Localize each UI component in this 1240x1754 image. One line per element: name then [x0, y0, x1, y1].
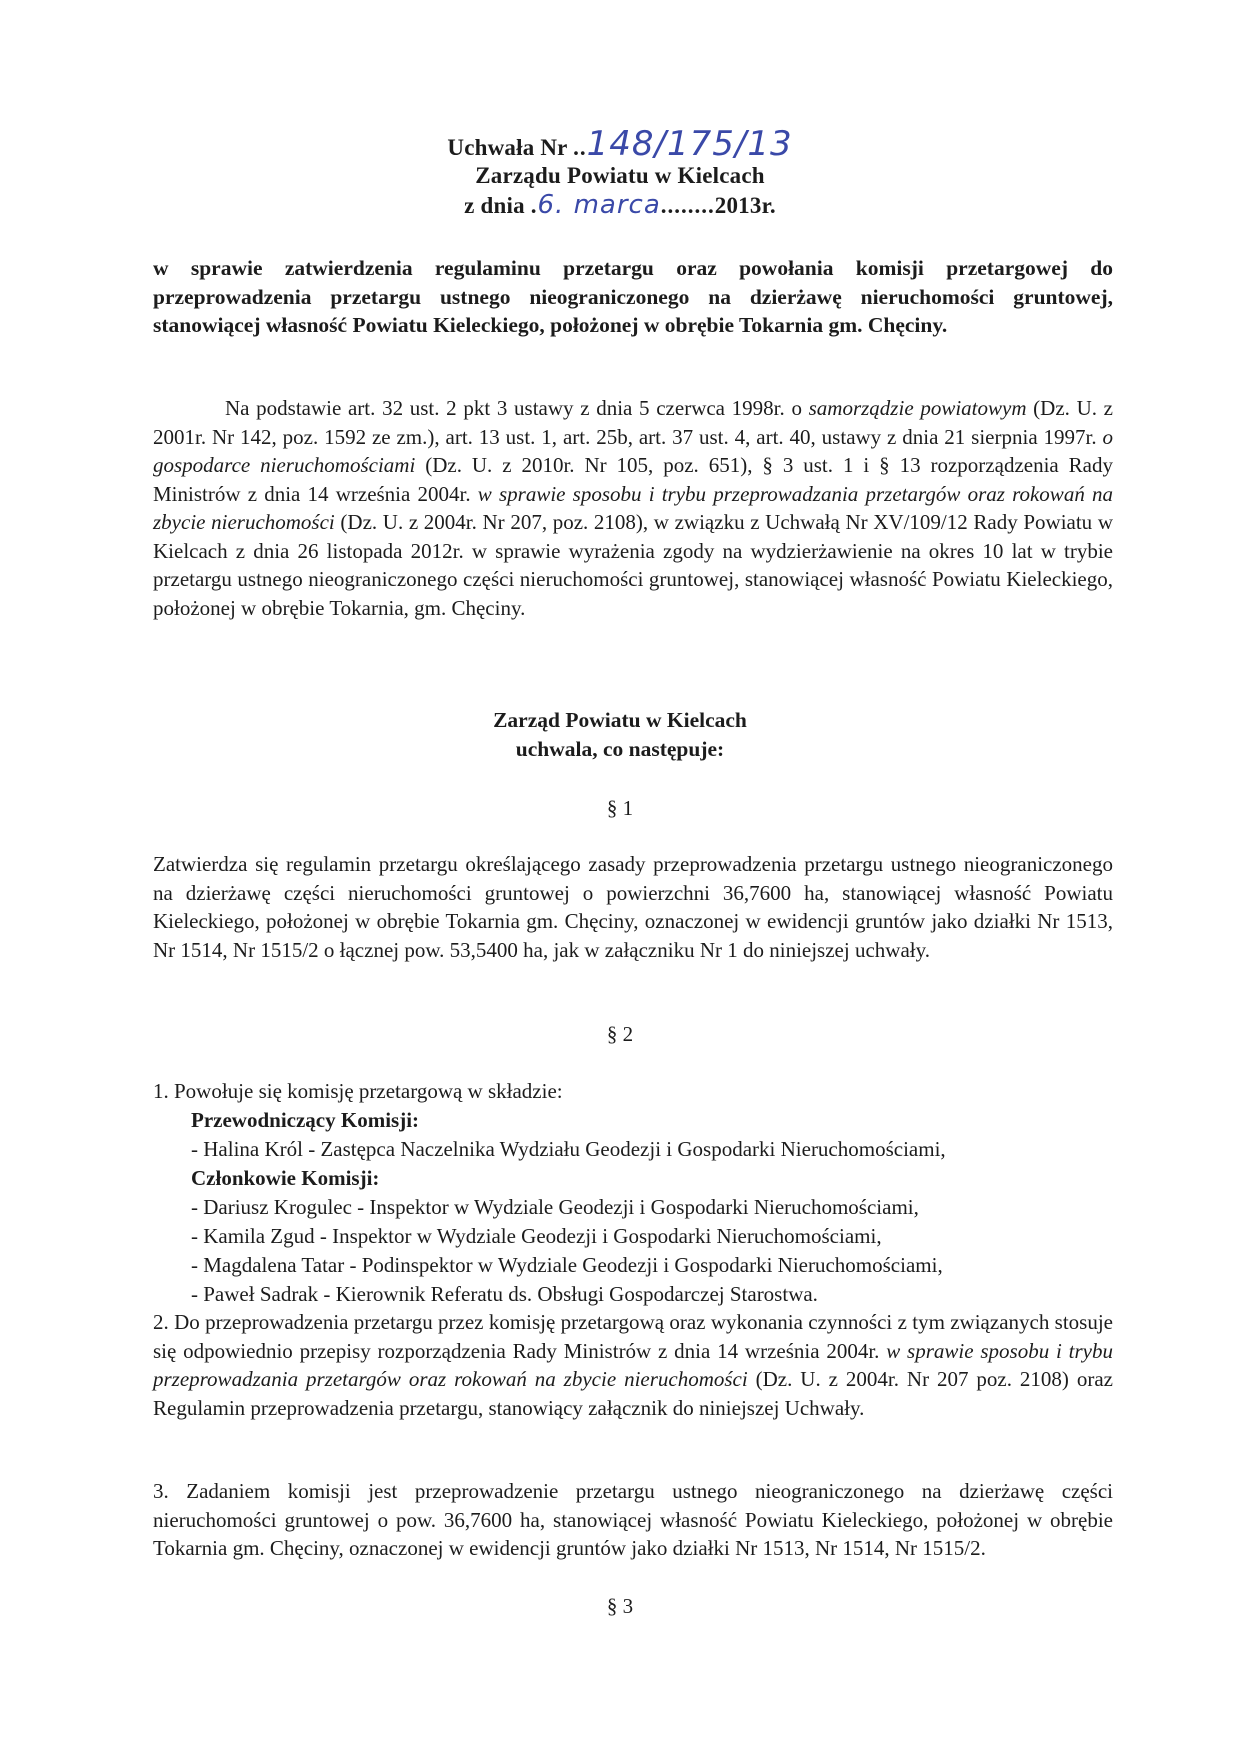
basis-text-1: Na podstawie art. 32 ust. 2 pkt 3 ustawy z dnia 5 czerwca 1998r. o — [225, 396, 809, 420]
item-2-text-b: (Dz. U. z 2004r. Nr 207 poz. 2108) oraz Regulamin przeprowadzenia przetargu, stanowiący załącznik do niniejszej Uchwały. — [153, 1367, 1113, 1420]
board-name: Zarząd Powiatu w Kielcach — [493, 708, 747, 732]
committee-member: - Magdalena Tatar - Podinspektor w Wydziale Geodezji i Gospodarki Nieruchomościami, — [191, 1253, 943, 1277]
resolution-subject: w sprawie zatwierdzenia regulaminu przetargu oraz powołania komisji przetargowej do przeprowadzenia przetargu ustnego nieograniczonego na dzierżawę nieruchomości gruntowej, stanowiącej własność Powiatu Kieleckiego, położonej w obrębie Tokarnia gm. Chęciny. — [153, 256, 1113, 337]
committee-intro: 1. Powołuje się komisję przetargową w składzie: — [153, 1079, 563, 1103]
chair-label-text: Przewodniczący Komisji: — [191, 1108, 420, 1132]
committee-chair: - Halina Król - Zastępca Naczelnika Wydziału Geodezji i Gospodarki Nieruchomościami, — [191, 1137, 946, 1161]
section-1-text: Zatwierdza się regulamin przetargu określającego zasady przeprowadzenia przetargu ustnego nieograniczonego na dzierżawę części nieruchomości gruntowej o powierzchni 36,7600 ha, stanowiącej własność Powiatu Kieleckiego, położonej w obrębie Tokarnia gm. Chęciny, oznaczonej w ewidencji gruntów jako działki Nr 1513, Nr 1514, Nr 1515/2 o łącznej pow. 53,5400 ha, jak w załączniku Nr 1 do niniejszej uchwały. — [153, 852, 1113, 962]
basis-act-2: o gospodarce nieruchomościami — [153, 424, 1113, 477]
chair-label — [191, 1106, 419, 1134]
members-label-text: Członkowie Komisji: — [191, 1166, 380, 1190]
resolution-title — [0, 124, 1240, 164]
legal-basis-paragraph — [153, 394, 1113, 622]
committee-member: - Dariusz Krogulec - Inspektor w Wydziale Geodezji i Gospodarki Nieruchomościami, — [191, 1195, 919, 1219]
basis-text-4: (Dz. U. z 2004r. Nr 207, poz. 2108), w związku z Uchwałą Nr XV/109/12 Rady Powiatu w Kielcach z dnia 26 listopada 2012r. w sprawie wyrażenia zgody na wydzierżawienie na okres 10 lat w trybie przetargu ustnego nieograniczonego części nieruchomości gruntowej, stanowiącej własność Powiatu Kieleckiego, położonej w obrębie Tokarnia, gm. Chęciny. — [153, 510, 1113, 620]
committee-member: - Kamila Zgud - Inspektor w Wydziale Geodezji i Gospodarki Nieruchomościami, — [191, 1224, 882, 1248]
item-2-act: w sprawie sposobu i trybu przeprowadzania przetargów oraz rokowań na zbycie nieruchomości — [153, 1338, 1113, 1391]
handwritten-resolution-number: 148/175/13 — [586, 124, 793, 164]
section-1-heading: § 1 — [606, 796, 634, 820]
basis-act-3: w sprawie sposobu i trybu przeprowadzania przetargów oraz rokowań na zbycie nieruchomości — [153, 481, 1113, 534]
basis-text-2: (Dz. U. z 2001r. Nr 142, poz. 1592 ze zm.), art. 13 ust. 1, art. 25b, art. 37 ust. 4, art. 40, ustawy z dnia 21 sierpnia 1997r. — [153, 396, 1113, 449]
basis-act-1: samorządzie powiatowym — [808, 396, 1027, 420]
section-2-item-2 — [153, 1308, 1113, 1422]
date-dots-trail: ........ — [660, 193, 715, 218]
resolution-organ: Zarządu Powiatu w Kielcach — [475, 163, 765, 188]
section-3-heading: § 3 — [606, 1594, 634, 1618]
title-prefix: Uchwała Nr — [447, 135, 574, 160]
section-2-item-3: 3. Zadaniem komisji jest przeprowadzenie przetargu ustnego nieograniczonego na dzierżawę części nieruchomości gruntowej o pow. 36,7600 ha, stanowiącej własność Powiatu Kieleckiego, położonej w obrębie Tokarnia gm. Chęciny, oznaczonej w ewidencji gruntów jako działki Nr 1513, Nr 1514, Nr 1515/2. — [153, 1479, 1113, 1560]
resolution-date — [0, 191, 1240, 220]
date-prefix: z dnia — [464, 193, 531, 218]
date-year: 2013r. — [714, 193, 776, 218]
members-label — [191, 1164, 379, 1192]
resolves-heading: uchwala, co następuje: — [515, 737, 725, 761]
handwritten-date: 6. marca — [537, 190, 661, 220]
basis-text-3: (Dz. U. z 2010r. Nr 105, poz. 651), § 3 ust. 1 i § 13 rozporządzenia Rady Ministrów z dnia 14 września 2004r. — [153, 453, 1113, 506]
date-dots-lead: . — [530, 193, 538, 218]
committee-member: - Paweł Sadrak - Kierownik Referatu ds. Obsługi Gospodarczej Starostwa. — [191, 1282, 818, 1306]
title-dots: .. — [573, 135, 587, 160]
item-2-text-a: 2. Do przeprowadzenia przetargu przez komisję przetargową oraz wykonania czynności z tym związanych stosuje się odpowiednio przepisy rozporządzenia Rady Ministrów z dnia 14 września 2004r. — [153, 1310, 1113, 1363]
section-2-heading: § 2 — [606, 1022, 634, 1046]
